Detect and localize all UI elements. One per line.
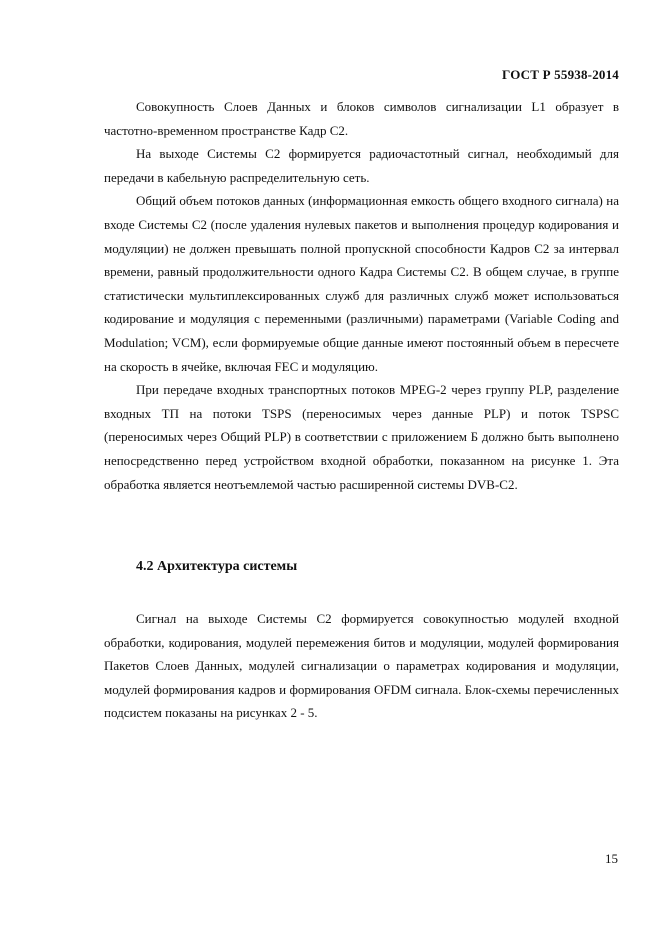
paragraph: Общий объем потоков данных (информационная емкость общего входного сигнала) на входе Системы С2 (после удаления нулевых пакетов и выполнения процедур кодирования и модуляции) не должен превышать полной пропускной способности Кадров С2 за интервал времени, равный продолжительности одного Кадра Системы С2. В общем случае, в группе статистически мультиплексированных служб для различных служб может использоваться кодирование и модуляция с переменными (различными) параметрами (Variable Coding and Modulation; VCM), если формируемые общие данные имеют постоянный объем в пересчете на скорость в ячейке, включая FEC и модуляцию. [104,193,619,374]
section-text-block [104,607,619,725]
section-heading: 4.2 Архитектура системы [136,559,298,574]
paragraph: При передаче входных транспортных потоков MPEG-2 через группу PLP, разделение входных ТП на потоки TSPS (переносимых через данные PLP) и поток TSPSC (переносимых через Общий PLP) в соответствии с приложением Б должно быть выполнено непосредственно перед устройством входной обработки, показанном на рисунке 1. Эта обработка является неотъемлемой частью расширенной системы DVB-C2. [104,382,619,492]
paragraph: Совокупность Слоев Данных и блоков символов сигнализации L1 образует в частотно-временном пространстве Кадр С2. [104,99,619,138]
page-number: 15 [605,851,618,866]
paragraph: На выходе Системы С2 формируется радиочастотный сигнал, необходимый для передачи в кабельную распределительную сеть. [104,146,619,185]
body-text-block [104,95,619,496]
document-header-standard-code: ГОСТ Р 55938-2014 [502,67,619,82]
section-paragraph: Сигнал на выходе Системы С2 формируется совокупностью модулей входной обработки, кодирования, модулей перемежения битов и модуляции, модулей формирования Пакетов Слоев Данных, модулей сигнализации о параметрах кодирования и модуляции, модулей формирования кадров и формирования OFDM сигнала. Блок-схемы перечисленных подсистем показаны на рисунках 2 - 5. [104,611,619,721]
